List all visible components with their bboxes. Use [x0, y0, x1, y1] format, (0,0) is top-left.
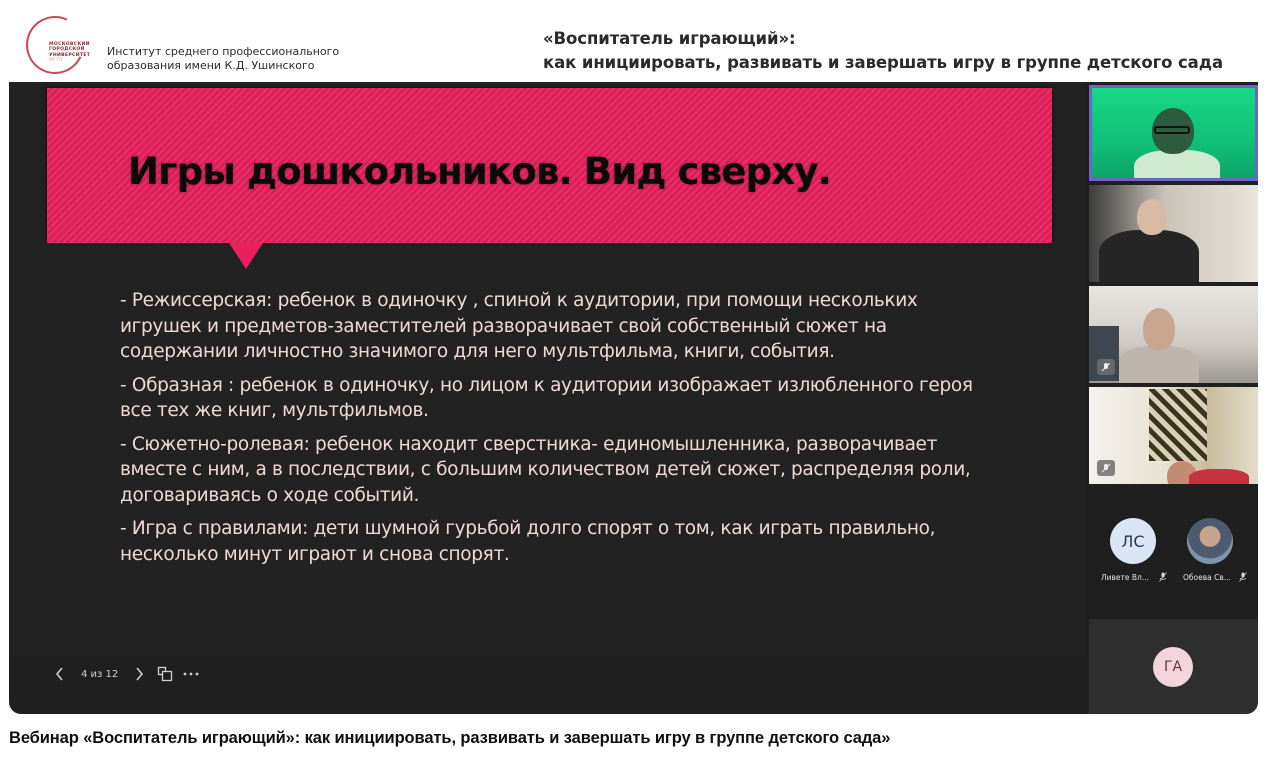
webinar-banner: [0, 0, 1272, 82]
slide-paragraph: - Игра с правилами: дети шумной гурьбой долго спорят о том, как играть правильно, несколько минут играют и снова спорят.: [120, 518, 936, 565]
mic-muted-indicator: [1097, 460, 1115, 476]
shared-slide: [9, 82, 1085, 680]
mic-muted-indicator: [1097, 359, 1115, 375]
logo-line-2: ГОРОДСКОЙ: [49, 47, 85, 53]
mic-off-icon: [1101, 362, 1111, 373]
painting-shape: [1149, 389, 1207, 461]
video-tile-participant[interactable]: [1089, 286, 1258, 383]
institute-line-2: образования имени К.Д. Ушинского: [107, 59, 315, 72]
avatar: ГА: [1153, 647, 1193, 687]
person-silhouette: [1119, 346, 1199, 383]
more-horizontal-icon: [183, 671, 199, 677]
mic-off-icon: [1159, 572, 1167, 582]
slide-title: Игры дошкольников. Вид сверху.: [128, 150, 831, 193]
mic-off-icon: [1101, 463, 1111, 474]
webinar-title-line-1: «Воспитатель играющий»:: [543, 29, 796, 48]
webinar-title: [543, 27, 1223, 75]
slide-header-banner: [47, 88, 1052, 243]
person-silhouette: [1189, 469, 1249, 484]
participant-tile-ga[interactable]: [1089, 619, 1258, 714]
institute-name: [107, 45, 339, 73]
university-logo-text: [49, 42, 90, 64]
person-silhouette: [1143, 308, 1175, 350]
participant-name: Ливете Вл...: [1101, 573, 1150, 582]
slide-controls: [47, 660, 204, 688]
avatar[interactable]: ЛС: [1110, 518, 1156, 564]
previous-slide-button[interactable]: [47, 661, 73, 687]
slides-overview-icon: [157, 666, 173, 682]
slide-body: [120, 288, 990, 575]
participant-name: Обоева Св...: [1183, 573, 1231, 582]
slides-overview-button[interactable]: [152, 661, 178, 687]
logo-sub: МГПУ: [49, 58, 64, 64]
audio-participants-row: [1089, 502, 1258, 582]
next-slide-button[interactable]: [126, 661, 152, 687]
video-tile-participant[interactable]: [1089, 185, 1258, 282]
person-silhouette: [1099, 230, 1199, 282]
video-tile-active-speaker[interactable]: [1089, 85, 1258, 181]
slide-header-pointer: [229, 243, 263, 269]
person-silhouette: [1134, 150, 1220, 181]
webinar-title-line-2: как инициировать, развивать и завершать игру в группе детского сада: [543, 53, 1223, 72]
video-caption-title: Вебинар «Воспитатель играющий»: как инициировать, развивать и завершать игру в группе детского сада»: [9, 729, 891, 747]
slide-paragraph: - Сюжетно-ролевая: ребенок находит сверстника- единомышленника, разворачивает вместе с ним, а в последствии, с большим количеством детей сюжет, распределяя роли, договариваясь о ходе событий.: [120, 433, 971, 506]
glasses-shape: [1154, 126, 1190, 134]
slide-page-indicator: 4 из 12: [81, 668, 119, 680]
logo-line-1: МОСКОВСКИЙ: [49, 42, 90, 47]
avatar-photo[interactable]: [1187, 518, 1233, 564]
meeting-window: [9, 82, 1258, 714]
slide-paragraph: - Режиссерская: ребенок в одиночку , спиной к аудитории, при помощи нескольких игрушек и предметов-заместителей разворачивает свой собственный сюжет на содержании личностно значимого для него мультфильма, книги, события.: [120, 290, 918, 362]
chevron-left-icon: [55, 667, 65, 681]
slide-paragraph: - Образная : ребенок в одиночку, но лицом к аудитории изображает излюбленного героя все тех же книг, мультфильмов.: [120, 374, 973, 421]
logo-line-3: УНИВЕРСИТЕТ: [49, 52, 91, 58]
institute-line-1: Институт среднего профессионального: [107, 45, 340, 58]
mic-off-icon: [1239, 572, 1247, 582]
person-silhouette: [1137, 199, 1167, 235]
more-options-button[interactable]: [178, 661, 204, 687]
chevron-right-icon: [134, 667, 144, 681]
video-tile-participant[interactable]: [1089, 387, 1258, 484]
